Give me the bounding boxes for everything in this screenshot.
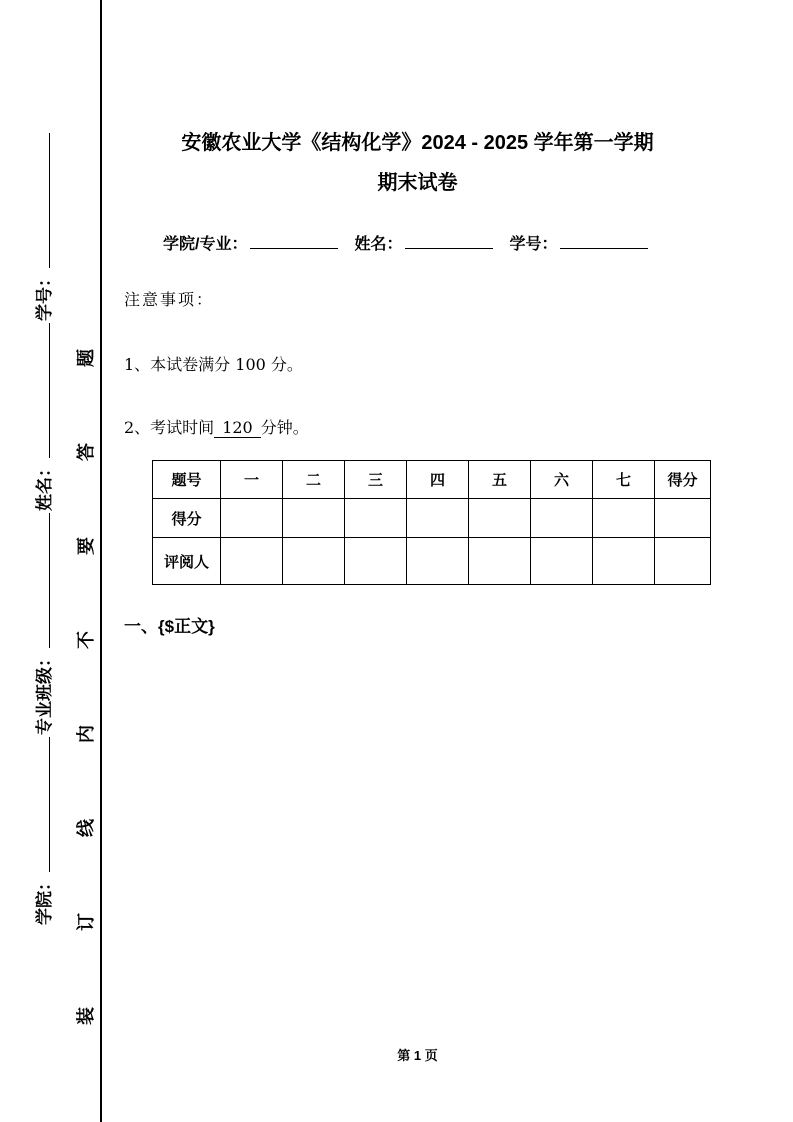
binding-warning-text: 装订线内不要答题 bbox=[76, 273, 96, 1025]
major-class-blank-line bbox=[46, 513, 50, 648]
score-cell bbox=[531, 499, 593, 538]
score-table-header-cell: 题号 bbox=[153, 461, 221, 499]
note-item-2-suffix: 分钟。 bbox=[260, 418, 309, 437]
student-info-form-line bbox=[163, 231, 648, 254]
score-cell bbox=[407, 499, 469, 538]
name-blank bbox=[405, 245, 493, 249]
score-cell bbox=[655, 538, 711, 585]
dept-blank bbox=[250, 245, 338, 249]
score-row-label: 得分 bbox=[153, 499, 221, 538]
note-item-2 bbox=[124, 415, 309, 438]
exam-title: 安徽农业大学《结构化学》2024 - 2025 学年第一学期 bbox=[181, 132, 654, 154]
title-block bbox=[125, 130, 710, 196]
id-blank bbox=[560, 245, 648, 249]
score-cell bbox=[469, 538, 531, 585]
score-row bbox=[153, 499, 711, 538]
name-field-label: 姓名： bbox=[35, 460, 54, 511]
score-table-header-cell: 四 bbox=[407, 461, 469, 499]
name-blank-line bbox=[46, 323, 50, 458]
score-cell bbox=[531, 538, 593, 585]
score-table bbox=[152, 460, 711, 585]
score-cell bbox=[221, 538, 283, 585]
binding-divider-line bbox=[100, 0, 102, 1122]
name-label: 姓名： bbox=[354, 236, 403, 253]
score-table-header-row bbox=[153, 461, 711, 499]
student-id-blank-line bbox=[46, 133, 50, 268]
score-table-header-cell: 一 bbox=[221, 461, 283, 499]
exam-duration-underlined: 120 bbox=[214, 418, 261, 438]
note-item-2-prefix: 2、考试时间 bbox=[124, 418, 215, 437]
binding-fields-strip bbox=[30, 131, 55, 925]
score-cell bbox=[345, 538, 407, 585]
score-table-header-cell: 七 bbox=[593, 461, 655, 499]
note-item-1: 1、本试卷满分 100 分。 bbox=[124, 355, 303, 374]
score-cell bbox=[345, 499, 407, 538]
reviewer-row-label: 评阅人 bbox=[153, 538, 221, 585]
dept-label: 学院/专业： bbox=[163, 236, 248, 253]
score-cell bbox=[283, 499, 345, 538]
section-number: 一、 bbox=[124, 617, 158, 636]
notes-heading: 注意事项： bbox=[124, 290, 215, 309]
score-cell bbox=[655, 499, 711, 538]
score-table-header-cell: 六 bbox=[531, 461, 593, 499]
college-blank-line bbox=[46, 737, 50, 872]
id-label: 学号： bbox=[509, 236, 558, 253]
score-cell bbox=[593, 538, 655, 585]
college-field-label: 学院： bbox=[35, 874, 54, 925]
section-heading bbox=[124, 612, 215, 637]
major-class-field-label: 专业班级： bbox=[35, 650, 54, 735]
exam-subtitle: 期末试卷 bbox=[377, 172, 458, 194]
score-table-header-cell: 五 bbox=[469, 461, 531, 499]
score-table-header-cell: 二 bbox=[283, 461, 345, 499]
page-footer: 第 1 页 bbox=[397, 1048, 438, 1063]
score-cell bbox=[283, 538, 345, 585]
reviewer-row bbox=[153, 538, 711, 585]
score-table-header-cell: 三 bbox=[345, 461, 407, 499]
score-cell bbox=[469, 499, 531, 538]
score-cell bbox=[407, 538, 469, 585]
student-id-field-label: 学号： bbox=[35, 270, 54, 321]
score-cell bbox=[593, 499, 655, 538]
score-cell bbox=[221, 499, 283, 538]
body-placeholder: {$正文} bbox=[158, 617, 215, 636]
score-table-header-cell: 得分 bbox=[655, 461, 711, 499]
